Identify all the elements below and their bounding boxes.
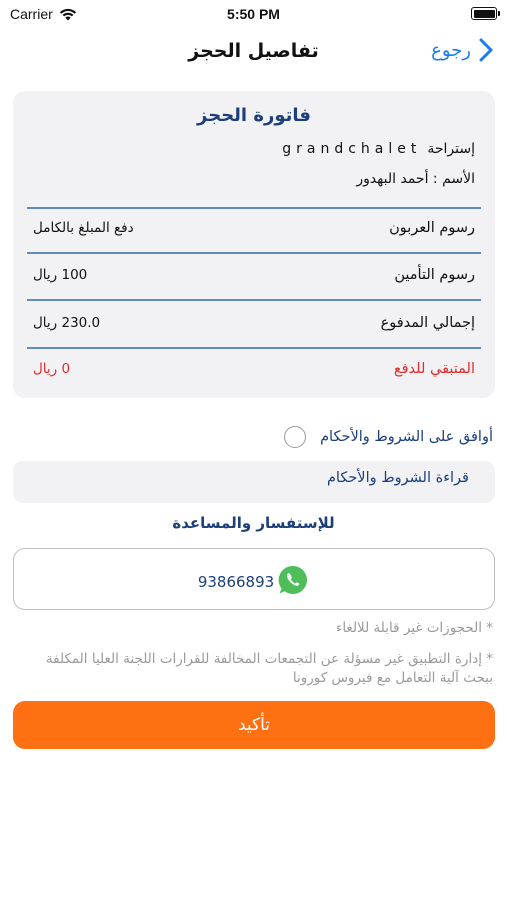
total-paid-value: 230.0 ريال: [33, 315, 101, 331]
page-title: تفاصيل الحجز: [188, 40, 319, 62]
carrier-label: Carrier: [10, 6, 53, 22]
deposit-fee-row: [33, 216, 475, 240]
total-paid-row: [33, 311, 475, 335]
divider: [27, 347, 481, 349]
agree-terms-checkbox[interactable]: [284, 426, 493, 448]
back-label: رجوع: [431, 39, 471, 61]
divider: [27, 207, 481, 209]
whatsapp-contact-button[interactable]: [13, 548, 495, 610]
clock: 5:50 PM: [227, 6, 280, 22]
whatsapp-number: 93866893: [197, 572, 275, 591]
status-bar: [0, 0, 507, 28]
invoice-card: [13, 91, 495, 398]
note-no-cancellation: * الحجوزات غير قابلة للالغاء: [335, 620, 493, 636]
read-terms-button[interactable]: قراءة الشروط والأحكام: [13, 461, 495, 503]
divider: [27, 299, 481, 301]
insurance-fee-value: 100 ريال: [33, 267, 88, 283]
rest-house-prefix: إستراحة: [427, 141, 475, 157]
note-disclaimer: * إدارة التطبيق غير مسؤلة عن التجمعات المخالفة للقرارات اللجنة العليا المكلفة ببحث آلية التعامل مع فيروس كورونا: [45, 651, 493, 686]
rest-house-line: [282, 141, 475, 157]
navigation-bar: [0, 30, 507, 74]
chevron-right-icon: [479, 38, 493, 62]
invoice-title: فاتورة الحجز: [197, 105, 311, 126]
insurance-fee-label: رسوم التأمين: [394, 267, 475, 283]
rest-house-name: grandchalet: [282, 141, 422, 157]
confirm-button[interactable]: تأكيد: [13, 701, 495, 749]
deposit-fee-label: رسوم العربون: [389, 220, 475, 236]
remaining-value: 0 ريال: [33, 361, 71, 377]
help-title: للإستفسار والمساعدة: [172, 514, 335, 532]
divider: [27, 252, 481, 254]
back-button[interactable]: [431, 38, 493, 62]
whatsapp-icon: [276, 563, 310, 597]
remaining-label: المتبقي للدفع: [393, 361, 475, 377]
radio-circle-icon[interactable]: [284, 426, 306, 448]
remaining-row: [33, 357, 475, 381]
deposit-fee-value: دفع المبلغ بالكامل: [33, 220, 134, 236]
customer-name: الأسم : أحمد البهدور: [356, 171, 475, 187]
battery-icon: [471, 7, 497, 20]
total-paid-label: إجمالي المدفوع: [380, 315, 475, 331]
agree-terms-label: أوافق على الشروط والأحكام: [320, 429, 493, 445]
insurance-fee-row: [33, 263, 475, 287]
